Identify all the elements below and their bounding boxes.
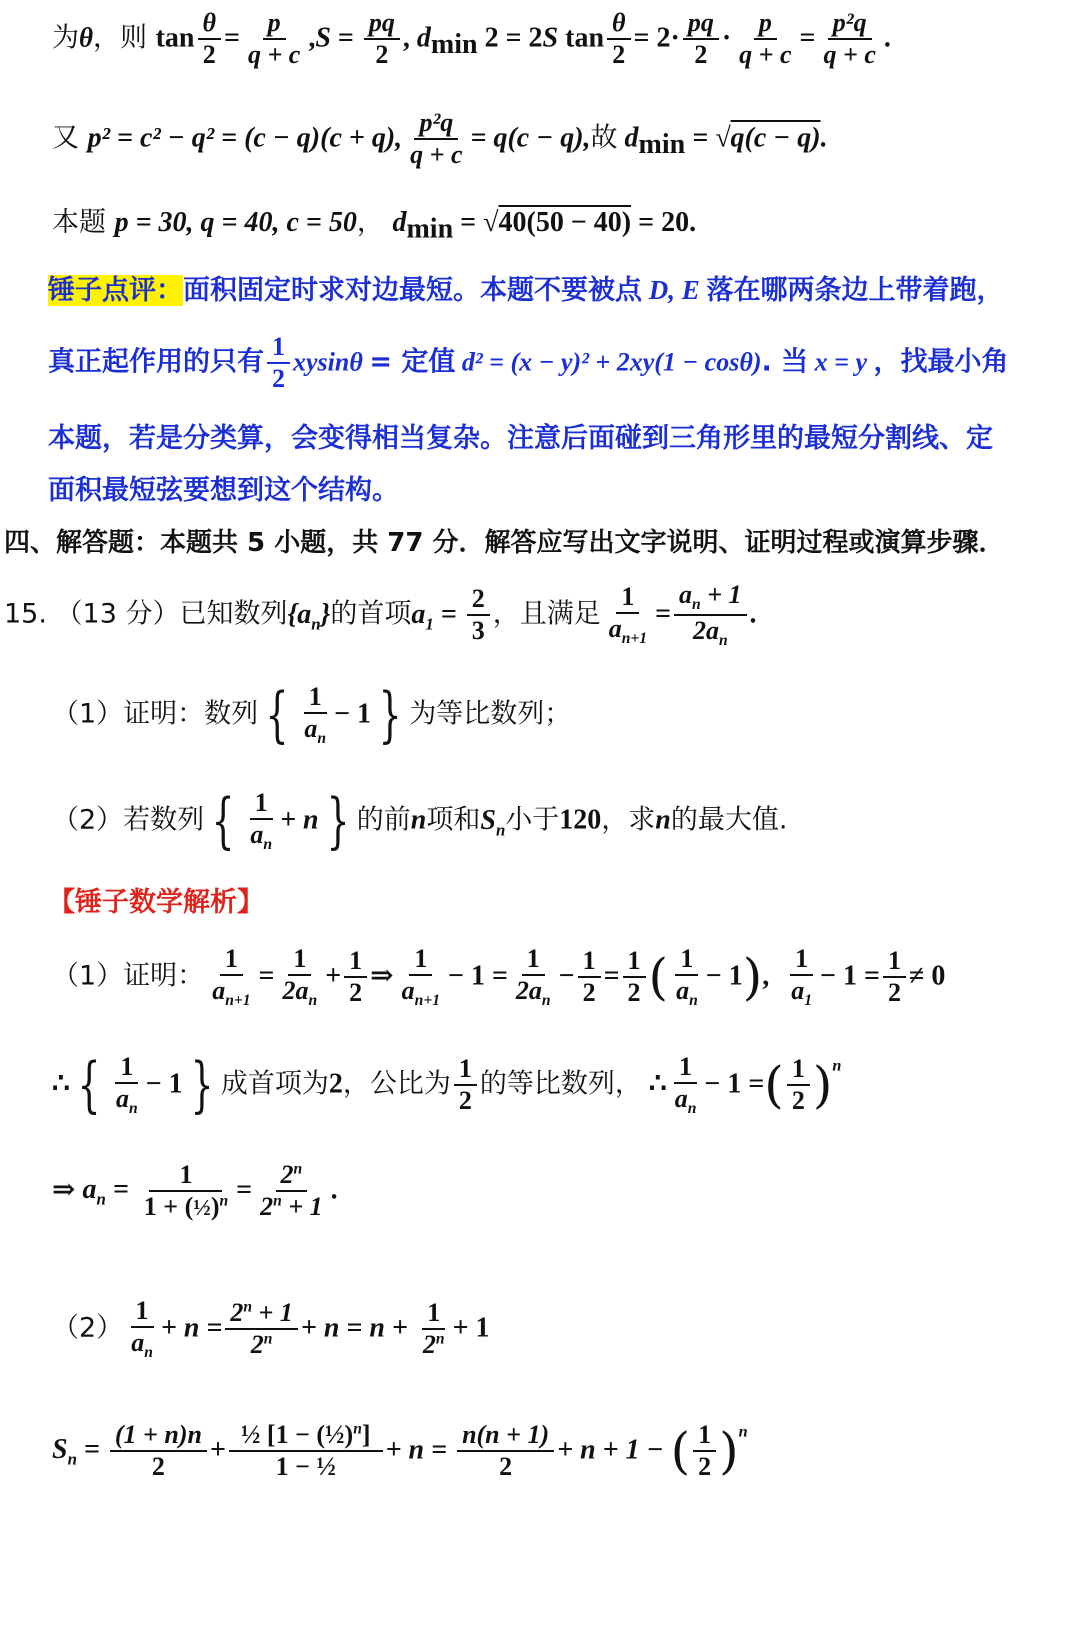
solution-part2-label: （2）	[52, 1312, 124, 1344]
part2-text-d: 小于	[505, 804, 560, 836]
question-score: （13 分）已知数列	[55, 598, 288, 630]
solution-line-3: ⇒ $a_n$ = $\frac{1}{1 + (\frac{1}{2})^n}$ = $\frac{2^n}{2^n + 1}$ .	[52, 1160, 338, 1221]
part2-text-b: 的前	[356, 804, 411, 836]
comment-text-2d: ，找最小角	[873, 346, 1009, 378]
section-title: 四、解答题：本题共 5 小题，共 77 分．解答应写出文字说明、证明过程或演算步骤．	[4, 528, 1005, 558]
comment-text-1b: 落在哪两条边上带着跑，	[706, 275, 1004, 306]
part2-text-e: ，求	[601, 804, 656, 836]
solution-line-1: （1）证明： $\frac{1}{a_{n+1}}$ = $\frac{1}{2a_n}$ + $\frac{1}{2}$ ⇒ $\frac{1}{a_{n+1}}$ − 1 = $\frac{1}{2a_n}$ − $\frac{1}{2}$ = $\frac{1}{2}$ ( $\frac{1}{a_n}$ − 1), $\frac{1}{a_1}$ − 1 = $\frac{1}{2}$ ≠ 0	[52, 944, 946, 1010]
comment-line-3: 本题，若是分类算，会变得相当复杂。注意后面碰到三角形里的最短分割线、定	[48, 423, 993, 454]
comment-text-2a: 真正起作用的只有	[48, 346, 264, 378]
part1-text-a: （1）证明：数列	[52, 698, 259, 730]
question-number: 15.	[4, 598, 47, 630]
question-15-part-1: （1）证明：数列 { $\frac{1}{a_n}$ − 1 } 为等比数列；	[52, 680, 572, 750]
text-ze: ，则	[93, 22, 148, 54]
text-gu: 故	[590, 122, 618, 154]
proof-line-1: 为θ，则 tan $\frac{\theta}{2}$ = $\frac{p}{q + c}$ ,S = $\frac{pq}{2}$ , $d_{min}$ 2 = 2S tan $\frac{\theta}{2}$ = 2· $\frac{pq}{2}$ · $\frac{p}{q + c}$ = $\frac{\text{p²q}}{q + c}$ .	[52, 8, 891, 69]
comment-line-1: 锤子点评：面积固定时求对边最短。本题不要被点 D, E 落在哪两条边上带着跑，	[48, 275, 1004, 306]
solution-text-2b: ，公比为	[342, 1068, 451, 1100]
q15-text-b: ，且满足	[492, 598, 601, 630]
comment-text-2b: = 定值	[369, 346, 456, 378]
text-benti: 本题	[52, 207, 106, 238]
text-you: 又	[52, 122, 79, 154]
comment-text-2c: . 当	[761, 346, 809, 378]
comment-line-4: 面积最短弦要想到这个结构。	[48, 475, 399, 506]
text-wei: 为	[52, 22, 79, 54]
part2-text-c: 项和	[426, 804, 481, 836]
comment-label: 锤子点评：	[48, 275, 183, 306]
part2-text-f: 的最大值.	[670, 804, 788, 836]
part2-bound: 120	[559, 804, 602, 836]
comment-text-1: 面积固定时求对边最短。本题不要被点	[183, 275, 642, 306]
question-15-stem: 15. （13 分）已知数列$\{a_n\}$的首项$a_1$ = $\frac{2}{3}$ ，且满足 $\frac{1}{a_{n+1}}$ = $\frac{a_n + 1}{2a_n}$ .	[4, 580, 757, 650]
part1-text-b: 为等比数列；	[409, 698, 572, 730]
solution-part1-label: （1）证明：	[52, 960, 205, 992]
solution-text-2a: 成首项为	[220, 1068, 329, 1100]
comment-line-2: 真正起作用的只有 $\frac{1}{2}$ xysinθ = 定值 d² = (x − y)² + 2xy(1 − cosθ). 当 x = y ，找最小角	[48, 332, 1009, 393]
result-value: = 20.	[638, 207, 697, 238]
question-15-part-2: （2）若数列 { $\frac{1}{a_n}$ + n } 的前n项和$S_n$小于120，求n的最大值.	[52, 786, 788, 856]
solution-line-2: ∴ { $\frac{1}{a_n}$ − 1 } 成首项为2，公比为 $\frac{1}{2}$ 的等比数列， ∴ $\frac{1}{a_n}$ − 1 =( $\frac{1}{2}$ )$^n$	[52, 1050, 842, 1120]
proof-line-2: 又 p² = c² − q² = (c − q)(c + q), $\frac{\text{p²q}}{q + c}$ = q(c − q),故 $d_{min} = √q(c - q)$.	[52, 108, 828, 169]
q15-text-a: 的首项	[330, 598, 412, 630]
proof-line-3: 本题 p = 30, q = 40, c = 50， $d_{min} = √40(50 - 40) = 20$.	[52, 207, 697, 245]
solution-line-4: （2） $\frac{1}{a_n}$ + n = $\frac{2^n + 1}{2^n}$ + n = n + $\frac{1}{2^n}$ + 1	[52, 1296, 490, 1362]
solution-line-5: $S_n$ = $\frac{(1 + n)n}{2}$ + $\frac{\frac{1}{2} [1 - (\frac{1}{2})^n]}{\text{1 − ½}}$ + n = $\frac{n(n + 1)}{2}$ + n + 1 − ( $\frac{1}{2}$ )$^n$	[52, 1420, 748, 1481]
solution-text-2c: 的等比数列，	[479, 1068, 642, 1100]
first-term: 2	[328, 1068, 343, 1100]
given-values: p = 30, q = 40, c = 50	[114, 207, 357, 238]
part2-text-a: （2）若数列	[52, 804, 205, 836]
solution-title: 【锤子数学解析】	[48, 887, 264, 918]
